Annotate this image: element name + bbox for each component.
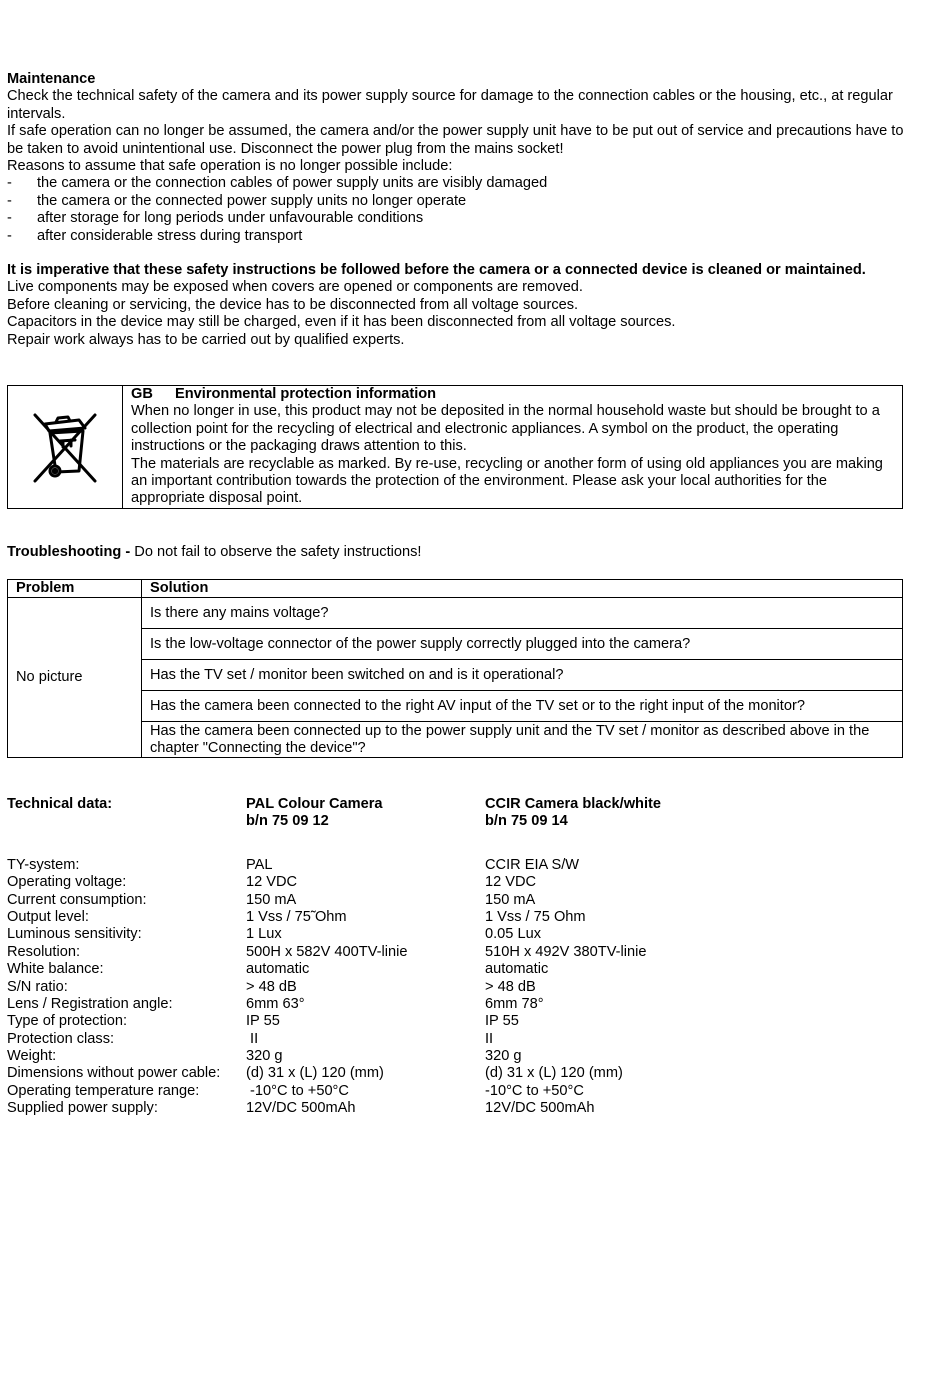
pal-spec-value: 12V/DC 500mAh [246, 1100, 356, 1117]
pal-spec-value: 150 mA [246, 891, 297, 908]
safety-line: Live components may be exposed when covers are opened or components are removed. [7, 279, 583, 296]
ccir-spec-value: 320 g [485, 1048, 522, 1065]
pal-spec-value: > 48 dB [246, 978, 297, 995]
ccir-spec-value: CCIR EIA S/W [485, 856, 580, 873]
ccir-camera-number: b/n 75 09 14 [485, 813, 568, 830]
environmental-title-text: Environmental protection information [175, 386, 437, 402]
pal-spec-value: II [246, 1030, 259, 1047]
solution-column-header: Solution [142, 580, 903, 598]
spec-label: Weight: [7, 1048, 57, 1065]
spec-label: White balance: [7, 961, 104, 978]
environmental-para1: When no longer in use, this product may not be deposited in the normal household waste but should be brought to a collection point for the recycling of electrical and electronic appliances. A symbol on the product, the operating instructions or the packaging draws attention to this. [131, 403, 880, 455]
pal-camera-title: PAL Colour Camera [246, 796, 383, 812]
ccir-spec-value: 510H x 492V 380TV-linie [485, 943, 647, 960]
spec-label: Dimensions without power cable: [7, 1065, 221, 1082]
ccir-spec-value: -10°C to +50°C [485, 1082, 584, 1099]
maintenance-para2: If safe operation can no longer be assumed, the camera and/or the power supply unit have to be put out of service and precautions have to be taken to avoid unintentional use. Disconnect the power plug from the mains socket! [7, 123, 904, 157]
spec-label: Protection class: [7, 1030, 115, 1047]
pal-spec-value: 1 Vss / 75̃ Ohm [246, 908, 347, 925]
pal-spec-value: (d) 31 x (L) 120 (mm) [246, 1065, 384, 1082]
tech-spec-row [7, 1065, 907, 1082]
table-row [8, 660, 903, 691]
tech-spec-row [7, 961, 907, 978]
problem-cell: No picture [8, 598, 142, 758]
solution-cell: Has the camera been connected up to the power supply unit and the TV set / monitor as described above in the chapter "Connecting the device"? [142, 722, 903, 758]
pal-spec-value: automatic [246, 961, 310, 978]
table-row [8, 629, 903, 660]
environmental-text [123, 386, 902, 508]
pal-spec-value: PAL [246, 856, 273, 873]
ccir-spec-value: 150 mA [485, 891, 536, 908]
spec-label: S/N ratio: [7, 978, 68, 995]
solution-cell: Is the low-voltage connector of the power supply correctly plugged into the camera? [142, 629, 903, 660]
tech-header-row [7, 796, 907, 813]
pal-spec-value: 1 Lux [246, 926, 282, 943]
table-row [8, 722, 903, 758]
tech-spec-row [7, 996, 907, 1013]
pal-spec-value: 12 VDC [246, 874, 298, 891]
tech-spec-row [7, 926, 907, 943]
tech-heading: Technical data: [7, 796, 113, 812]
environmental-para2: The materials are recyclable as marked. By re-use, recycling or another form of using old appliances you are making an important contribution towards the protection of the environment. Please ask your local authorities for the appropriate disposal point. [131, 455, 883, 507]
spec-label: Lens / Registration angle: [7, 995, 173, 1012]
maintenance-section [7, 71, 907, 349]
environmental-info-box [7, 385, 903, 509]
tech-spec-row [7, 1031, 907, 1048]
maintenance-heading: Maintenance [7, 71, 96, 87]
troubleshooting-table [7, 579, 903, 758]
troubleshooting-title: Troubleshooting - [7, 544, 131, 560]
table-row [8, 598, 903, 629]
tech-spec-row [7, 892, 907, 909]
troubleshooting-subtitle: Do not fail to observe the safety instructions! [130, 544, 422, 560]
pal-spec-value: IP 55 [246, 1013, 280, 1030]
list-item: - the camera or the connected power supply units no longer operate [7, 193, 907, 210]
table-row [8, 691, 903, 722]
spec-label: Operating temperature range: [7, 1082, 200, 1099]
ccir-spec-value: 12V/DC 500mAh [485, 1100, 595, 1117]
tech-spec-list [7, 857, 907, 1118]
tech-spec-row [7, 1048, 907, 1065]
ccir-spec-value: 1 Vss / 75 Ohm [485, 908, 586, 925]
environmental-title [131, 386, 894, 403]
tech-spec-row [7, 1013, 907, 1030]
spec-label: Supplied power supply: [7, 1100, 158, 1117]
crossed-out-wheelie-bin-icon [8, 386, 123, 508]
tech-subheader-row [7, 813, 907, 830]
spec-label: Type of protection: [7, 1013, 128, 1030]
pal-spec-value: 320 g [246, 1048, 283, 1065]
spec-label: Current consumption: [7, 891, 147, 908]
technical-data-section [7, 796, 907, 1118]
tech-spec-row [7, 874, 907, 891]
ccir-spec-value: 6mm 78° [485, 995, 544, 1012]
ccir-spec-value: 12 VDC [485, 874, 537, 891]
spec-label: Output level: [7, 908, 89, 925]
ccir-spec-value: 0.05 Lux [485, 926, 541, 943]
spec-label: Resolution: [7, 943, 81, 960]
maintenance-para3: Reasons to assume that safe operation is no longer possible include: [7, 158, 453, 175]
ccir-spec-value: > 48 dB [485, 978, 536, 995]
spec-label: Luminous sensitivity: [7, 926, 142, 943]
pal-camera-number: b/n 75 09 12 [246, 813, 329, 830]
ccir-camera-title: CCIR Camera black/white [485, 796, 661, 812]
maintenance-para1: Check the technical safety of the camera and its power supply source for damage to the connection cables or the housing, etc., at regular intervals. [7, 88, 893, 122]
tech-spec-row [7, 1083, 907, 1100]
pal-spec-value: 500H x 582V 400TV-linie [246, 943, 408, 960]
ccir-spec-value: automatic [485, 961, 549, 978]
troubleshooting-heading [7, 544, 421, 561]
safety-line: Repair work always has to be carried out by qualified experts. [7, 331, 405, 348]
table-header-row [8, 580, 903, 598]
list-item: - after considerable stress during transport [7, 228, 907, 245]
maintenance-reasons-list [7, 175, 907, 245]
solution-cell: Has the TV set / monitor been switched on and is it operational? [142, 660, 903, 691]
list-item: - the camera or the connection cables of power supply units are visibly damaged [7, 175, 907, 192]
tech-spec-row [7, 1100, 907, 1117]
solution-cell: Has the camera been connected to the right AV input of the TV set or to the right input of the monitor? [142, 691, 903, 722]
pal-spec-value: 6mm 63° [246, 995, 305, 1012]
pal-spec-value: -10°C to +50°C [246, 1082, 349, 1099]
safety-warning-bold: It is imperative that these safety instructions be followed before the camera or a connected device is cleaned or maintained. [7, 262, 866, 279]
spec-label: Operating voltage: [7, 874, 127, 891]
solution-cell: Is there any mains voltage? [142, 598, 903, 629]
ccir-spec-value: II [485, 1030, 494, 1047]
tech-spec-row [7, 944, 907, 961]
safety-line: Capacitors in the device may still be charged, even if it has been disconnected from all voltage sources. [7, 314, 676, 331]
list-item: - after storage for long periods under unfavourable conditions [7, 210, 907, 227]
spec-label: TY-system: [7, 856, 80, 873]
tech-spec-row [7, 909, 907, 926]
language-code: GB [131, 386, 153, 402]
problem-column-header: Problem [8, 580, 142, 598]
tech-spec-row [7, 979, 907, 996]
safety-line: Before cleaning or servicing, the device has to be disconnected from all voltage sources. [7, 296, 579, 313]
ccir-spec-value: (d) 31 x (L) 120 (mm) [485, 1065, 623, 1082]
tech-spec-row [7, 857, 907, 874]
ccir-spec-value: IP 55 [485, 1013, 519, 1030]
